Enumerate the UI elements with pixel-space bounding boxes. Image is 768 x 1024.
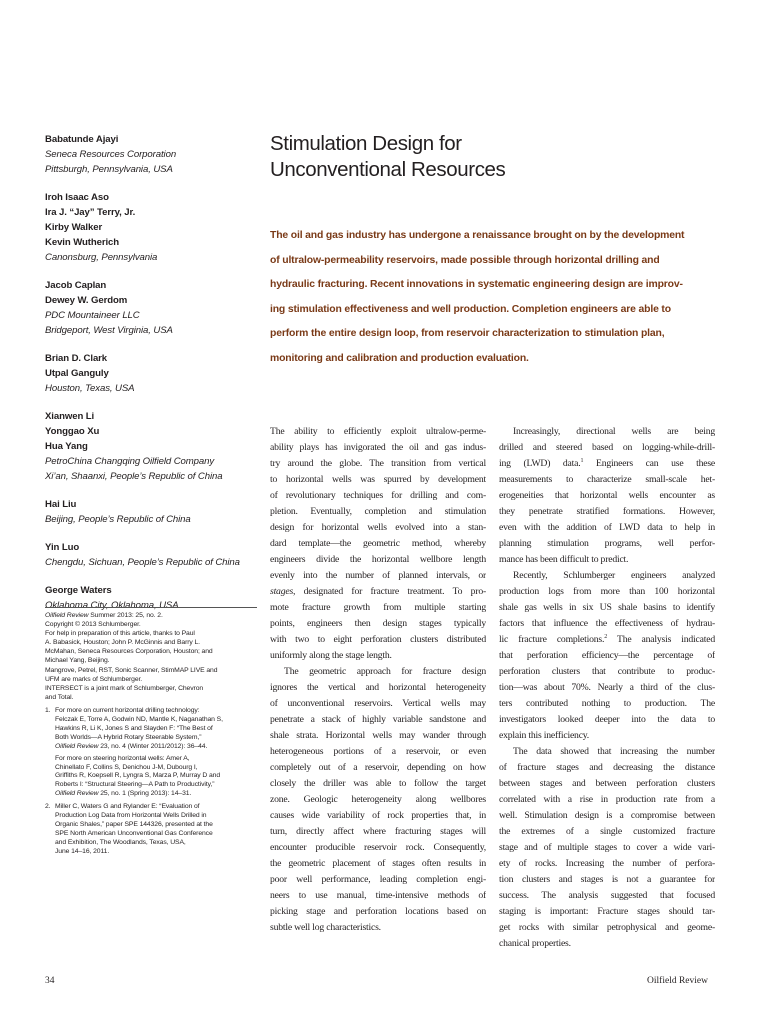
author-affiliation: Chengdu, Sichuan, People’s Republic of China (45, 557, 240, 568)
text-line: mance has been difficult to predict. (499, 554, 629, 565)
acknowledgments (45, 630, 257, 666)
author-block (45, 278, 257, 338)
text-line: tion clusters and stages is not a guarantee for (499, 874, 715, 885)
text-line: picking stage and perforation locations based on (270, 906, 486, 917)
citation-line: Oilfield Review Summer 2013: 25, no. 2. (45, 612, 163, 619)
text-line: the extremes of a single customized fracture (499, 826, 715, 837)
title-line: Unconventional Resources (270, 158, 506, 181)
text-line: Recently, Schlumberger engineers analyzed (513, 570, 715, 581)
note-line: Griffiths R, Koepsell R, Lyngra S, Marza P, Murray D and (55, 772, 221, 780)
trademark-notice (45, 667, 257, 703)
note-line (55, 790, 257, 799)
journal-ref: Oilfield Review (55, 790, 99, 798)
text-line: shale strata. Horizontal wells may wander through (270, 730, 486, 741)
text-line: points, engineers then design stages typically (270, 618, 486, 629)
text-line: tion—was about 70%. Nearly a third of the clus- (499, 682, 715, 693)
note-line (55, 743, 257, 752)
author-affiliation: Houston, Texas, USA (45, 383, 135, 394)
author-name: Yin Luo (45, 542, 80, 553)
note-line: and Exhibition, The Woodlands, Texas, USA, (55, 838, 186, 846)
note-line: For more on steering horizontal wells: Amer A, (55, 754, 190, 762)
text-line: chanical properties. (499, 938, 571, 949)
text-line (499, 456, 715, 472)
abstract-line: ing stimulation effectiveness and well production. Completion engineers are able to (270, 303, 671, 315)
author-name: Brian D. Clark (45, 353, 108, 364)
citation-detail: 23, no. 4 (Winter 2011/2012): 36–44. (98, 742, 208, 750)
footnote-body (55, 707, 257, 799)
footnote-marker: 1 (580, 458, 584, 464)
text-segment: Engineers can use these (583, 458, 715, 469)
text-line: zone. Geologic heterogeneity along wellbores (270, 794, 486, 805)
abstract (270, 224, 710, 371)
text-line: ters contributed nothing to production. The (499, 698, 715, 709)
text-line: engineers divide the horizontal wellbore length (270, 554, 486, 565)
text-line: with two to eight perforation clusters distributed (270, 634, 486, 645)
text-line: well. Stimulation design is a compromise between (499, 810, 715, 821)
author-block (45, 540, 257, 570)
author-block (45, 583, 257, 613)
text-line (270, 584, 486, 600)
note-line: Organic Shales,” paper SPE 144326, presented at the (55, 820, 213, 828)
note-line: McMahan, Seneca Resources Corporation, Houston; and (45, 647, 213, 655)
text-line: uniformly along the stage length. (270, 650, 392, 661)
author-name: Hua Yang (45, 441, 88, 452)
author-block (45, 132, 257, 177)
note-line: Hawkins R, Li K, Jones S and Slayden F: “The Best of (55, 724, 213, 732)
text-segment: The analysis indicated (607, 634, 715, 645)
text-line: try around the globe. The transition from vertical (270, 458, 486, 469)
footnote (45, 707, 257, 799)
note-line: For more on current horizontal drilling technology: (55, 707, 200, 715)
author-name: Iroh Isaac Aso (45, 192, 109, 203)
footnotes (45, 707, 257, 857)
text-line: to horizontal wells was spurred by development (270, 474, 486, 485)
author-affiliation: Oklahoma City, Oklahoma, USA (45, 600, 179, 611)
footnote-number: 1. (45, 707, 51, 715)
note-line: Felczak E, Torre A, Godwin ND, Mantle K, Naganathan S, (55, 715, 223, 723)
author-name: Jacob Caplan (45, 280, 107, 291)
text-line: even with the addition of LWD data to help in (499, 522, 715, 533)
footnote-marker: 2 (604, 634, 608, 640)
author-name: Yonggao Xu (45, 426, 100, 437)
text-line: perforation clusters that contribute to produc- (499, 666, 715, 677)
title-line: Stimulation Design for (270, 132, 462, 155)
emphasis: stages (270, 586, 294, 597)
text-line: of unconventional reservoirs. Vertical wells may (270, 698, 486, 709)
text-line: dard template—the geometric method, whereby (270, 538, 486, 549)
author-affiliation: Xi’an, Shaanxi, People’s Republic of China (45, 471, 223, 482)
text-line: ety of rocks. Increasing the number of perfora- (499, 858, 715, 869)
citation-detail: 25, no. 1 (Spring 2013): 14–31. (98, 790, 192, 798)
text-line: subtle well log characteristics. (270, 922, 381, 933)
text-line: stage and of multiple stages to cover a wide vari- (499, 842, 715, 853)
text-line: causes wide variability of rock properties that, in (270, 810, 486, 821)
copyright-line: Copyright © 2013 Schlumberger. (45, 620, 141, 628)
note-line: Miller C, Waters G and Rylander E: “Evaluation of (55, 803, 200, 811)
abstract-line: of ultralow-permeability reservoirs, made possible through horizontal drilling and (270, 254, 660, 266)
text-line: of revolutionary techniques for drilling and com- (270, 490, 486, 501)
text-line: they penetrate stratified formations. However, (499, 506, 715, 517)
text-line: poor well performance, leading completion engi- (270, 874, 486, 885)
author-block (45, 190, 257, 265)
footnote (45, 803, 257, 856)
body-column-1 (270, 424, 486, 936)
footnote-body (55, 803, 257, 856)
note-line: UFM are marks of Schlumberger. (45, 676, 143, 684)
text-line: penetrate a stack of highly variable sandstone and (270, 714, 486, 725)
author-affiliation: PetroChina Changqing Oilfield Company (45, 456, 215, 467)
text-line: pletion. Eventually, completion and stimulation (270, 506, 486, 517)
text-line: investigators looked deeper into the data to (499, 714, 715, 725)
author-block (45, 351, 257, 396)
author-name: Utpal Ganguly (45, 368, 109, 379)
abstract-line: The oil and gas industry has undergone a renaissance brought on by the development (270, 230, 685, 241)
author-affiliation: Bridgeport, West Virginia, USA (45, 325, 173, 336)
text-line: Increasingly, directional wells are being (513, 426, 715, 437)
abstract-line: hydraulic fracturing. Recent innovations in systematic engineering design are improv- (270, 279, 683, 290)
text-line: The geometric approach for fracture design (284, 666, 486, 677)
text-segment: , designated for fracture treatment. To pro- (293, 586, 486, 597)
text-line: neers to use manual, time-intensive methods of (270, 890, 486, 901)
footnote-reference (55, 803, 257, 856)
text-line: between stages and between perforation clusters (499, 778, 715, 789)
author-name: Hai Liu (45, 499, 77, 510)
text-line: factors that influence the effectiveness of hydrau- (499, 618, 715, 629)
author-block (45, 409, 257, 484)
text-segment: ing (LWD) data. (499, 458, 581, 469)
author-name: Dewey W. Gerdom (45, 295, 128, 306)
text-line: The data showed that increasing the number (513, 746, 715, 757)
journal-name: Oilfield Review (647, 976, 708, 986)
text-line: that perforation efficiency—the percentage of (499, 650, 715, 661)
footnote-number: 2. (45, 803, 51, 811)
text-line: explain this inefficiency. (499, 730, 590, 741)
note-line: A. Babasick, Houston; John P. McGinnis and Barry L. (45, 638, 200, 646)
text-line: heterogeneous portions of a reservoir, or even (270, 746, 486, 757)
text-line: staging is important: Fracture stages should tar- (499, 906, 715, 917)
note-line: INTERSECT is a joint mark of Schlumberger, Chevron (45, 685, 204, 693)
page-number: 34 (45, 976, 55, 986)
text-line: erogeneities that horizontal wells encounter as (499, 490, 715, 501)
abstract-line: monitoring and calibration and production evaluation. (270, 352, 529, 364)
note-line: Roberts I: “Structural Steering—A Path to Productivity,” (55, 781, 215, 789)
text-line: completely out of a reservoir, depending on how (270, 762, 486, 773)
author-affiliation: Seneca Resources Corporation (45, 149, 177, 160)
note-line: June 14–16, 2011. (55, 847, 110, 855)
author-affiliation: Beijing, People’s Republic of China (45, 514, 191, 525)
text-line (499, 632, 715, 648)
text-line: ignores the vertical and horizontal heterogeneity (270, 682, 486, 693)
text-line: mote fracture growth from multiple starting (270, 602, 486, 613)
text-line: production logs from more than 100 horizontal (499, 586, 715, 597)
author-name: George Waters (45, 585, 112, 596)
author-block (45, 497, 257, 527)
text-line: measurements to characterize small-scale het- (499, 474, 715, 485)
note-line: Michael Yang, Beijing. (45, 656, 110, 664)
text-line: ability plays has invigorated the oil and gas indus- (270, 442, 486, 453)
author-affiliation: Pittsburgh, Pennsylvania, USA (45, 164, 173, 175)
author-name: Kirby Walker (45, 222, 103, 233)
text-segment: lic fracture completions. (499, 634, 605, 645)
author-list (45, 132, 257, 626)
author-name: Ira J. “Jay” Terry, Jr. (45, 207, 136, 218)
text-line: design for horizontal wells evolved into a stan- (270, 522, 486, 533)
journal-ref: Oilfield Review (55, 742, 99, 750)
abstract-line: perform the entire design loop, from reservoir characterization to stimulation plan, (270, 328, 665, 339)
text-line: correlated with a rise in production rate from a (499, 794, 715, 805)
note-line: Both Worlds—A Hybrid Rotary Steerable System,” (55, 733, 202, 741)
text-line: evenly into the number of planned intervals, or (270, 570, 486, 581)
note-line: Chinellato F, Collins S, Denichou J-M, Dubourg I, (55, 763, 198, 771)
note-line: Mangrove, Petrel, RST, Sonic Scanner, StimMAP LIVE and (45, 667, 218, 675)
divider (45, 607, 257, 608)
author-affiliation: PDC Mountaineer LLC (45, 310, 140, 321)
note-line: SPE North American Unconventional Gas Conference (55, 829, 213, 837)
author-name: Xianwen Li (45, 411, 95, 422)
text-line: closely the driller was able to follow the target (270, 778, 486, 789)
text-line: shale gas wells in six US shale basins to identify (499, 602, 715, 613)
article-title (270, 131, 730, 183)
footnote-reference (55, 755, 257, 800)
text-line: drilled and steered based on logging-while-drill- (499, 442, 715, 453)
text-line: get rocks with similar petrophysical and geome- (499, 922, 715, 933)
note-line: and Total. (45, 694, 74, 702)
text-line: the geometric placement of stages often results in (270, 858, 486, 869)
note-line: For help in preparation of this article, thanks to Paul (45, 629, 195, 637)
author-affiliation: Canonsburg, Pennsylvania (45, 252, 158, 263)
text-line: planning stimulation programs, well perfor- (499, 538, 715, 549)
author-name: Kevin Wutherich (45, 237, 120, 248)
text-line: The ability to efficiently exploit ultralow-perme- (270, 426, 486, 437)
author-name: Babatunde Ajayi (45, 134, 119, 145)
text-line: turn, directly affect where fracturing stages will (270, 826, 486, 837)
body-column-2 (499, 424, 715, 952)
article-notes (45, 612, 257, 857)
text-line: success. The analysis suggested that focused (499, 890, 715, 901)
text-line: of fracture stages and decreasing the distance (499, 762, 715, 773)
text-line: encounter producible reservoir rock. Consequently, (270, 842, 486, 853)
note-line: Production Log Data from Horizontal Wells Drilled in (55, 812, 207, 820)
footnote-reference (55, 707, 257, 752)
